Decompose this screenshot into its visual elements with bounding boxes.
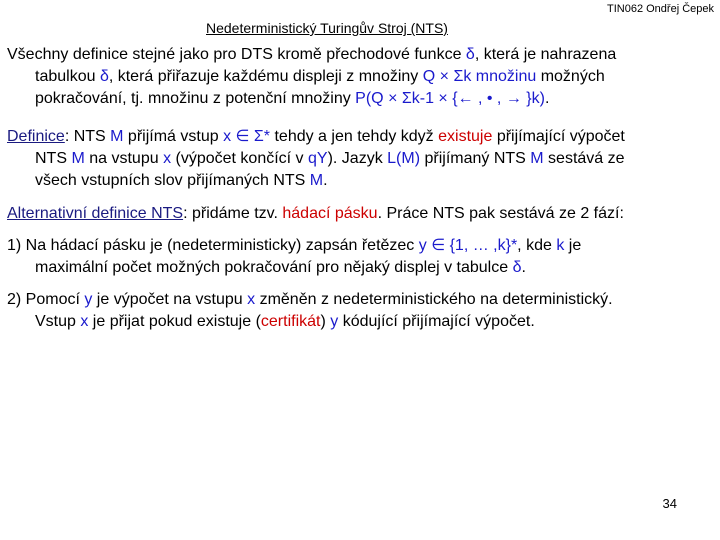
power-set-expression: P(Q × Σk-1 × {← , • , → }k) — [355, 90, 545, 107]
text: (výpočet končící v — [171, 150, 308, 167]
language-lm: L(M) — [387, 150, 421, 167]
text: Vstup — [35, 313, 81, 330]
text: 2) Pomocí — [7, 291, 85, 308]
in-sigma-star: ∈ Σ* — [231, 128, 275, 145]
text: Všechny definice stejné jako pro DTS kromě přechodové funkce — [7, 46, 466, 63]
set-expression: ∈ {1, … ,k}* — [426, 237, 518, 254]
text: , která přiřazuje každému displeji z množiny — [108, 68, 423, 85]
symbol-k: k — [556, 237, 565, 254]
symbol-m: M — [71, 150, 85, 167]
page-number: 34 — [662, 496, 677, 511]
text: . — [323, 172, 328, 189]
text: je výpočet na vstupu — [92, 291, 248, 308]
course-label: TIN062 Ondřej Čepek — [607, 3, 714, 15]
text: na vstupu — [84, 150, 164, 167]
paragraph-alternative — [7, 203, 713, 225]
set-q: Q — [422, 68, 436, 85]
symbol-x: x — [247, 291, 256, 308]
symbol-m: M — [309, 172, 324, 189]
text: 1) Na hádací pásku je (nedeterministicky) zapsán řetězec — [7, 237, 419, 254]
text: maximální počet možných pokračování pro nějaký displej v tabulce — [35, 259, 513, 276]
text: , která je nahrazena — [474, 46, 617, 63]
hadaci-paska-term: hádací pásku — [282, 205, 378, 222]
symbol-y: y — [330, 313, 339, 330]
paragraph-definitions — [7, 44, 713, 110]
slide-title: Nedeterministický Turingův Stroj (NTS) — [206, 20, 448, 36]
text: přijímá vstup — [123, 128, 224, 145]
text: : NTS — [64, 128, 111, 145]
sigma-k: Σk — [453, 68, 472, 85]
text: změněn z nedeterministického na deterministický. — [255, 291, 613, 308]
text: , kde — [517, 237, 557, 254]
existuje-word: existuje — [438, 128, 493, 145]
symbol-x: x — [163, 150, 172, 167]
symbol-x: x — [80, 313, 89, 330]
state-qy: qY — [308, 150, 328, 167]
text: možných — [536, 68, 605, 85]
symbol-m: M — [110, 128, 124, 145]
certifikat-term: certifikát — [260, 313, 321, 330]
text: přijímající výpočet — [492, 128, 625, 145]
paragraph-phase-2 — [7, 289, 713, 333]
symbol-m: M — [530, 150, 544, 167]
definice-heading: Definice — [7, 128, 65, 145]
text: sestává ze — [543, 150, 625, 167]
text: pokračování, tj. množinu z potenční množiny — [35, 90, 356, 107]
text: je — [564, 237, 582, 254]
symbol-y: y — [84, 291, 93, 308]
text: kódující přijímající výpočet. — [338, 313, 535, 330]
text: je přijat pokud existuje ( — [88, 313, 261, 330]
delta-symbol: δ — [465, 46, 475, 63]
text: ) — [320, 313, 331, 330]
text: tabulkou — [35, 68, 100, 85]
symbol-y: y — [418, 237, 427, 254]
text: . — [544, 90, 550, 107]
text: . Práce NTS pak sestává ze 2 fází: — [377, 205, 624, 222]
text: ). Jazyk — [327, 150, 388, 167]
symbol-x: x — [223, 128, 232, 145]
text: : přidáme tzv. — [183, 205, 283, 222]
text: přijímaný NTS — [420, 150, 531, 167]
paragraph-acceptance — [7, 126, 713, 192]
text: tehdy a jen tehdy když — [274, 128, 439, 145]
alt-definition-heading: Alternativní definice NTS — [7, 205, 184, 222]
delta-symbol: δ — [512, 259, 522, 276]
times-symbol: × — [435, 68, 454, 85]
mnozinu-word: množinu — [471, 68, 537, 85]
text: . — [521, 259, 526, 276]
text: všech vstupních slov přijímaných NTS — [35, 172, 310, 189]
delta-symbol: δ — [99, 68, 109, 85]
paragraph-phase-1 — [7, 235, 713, 279]
text: NTS — [35, 150, 72, 167]
